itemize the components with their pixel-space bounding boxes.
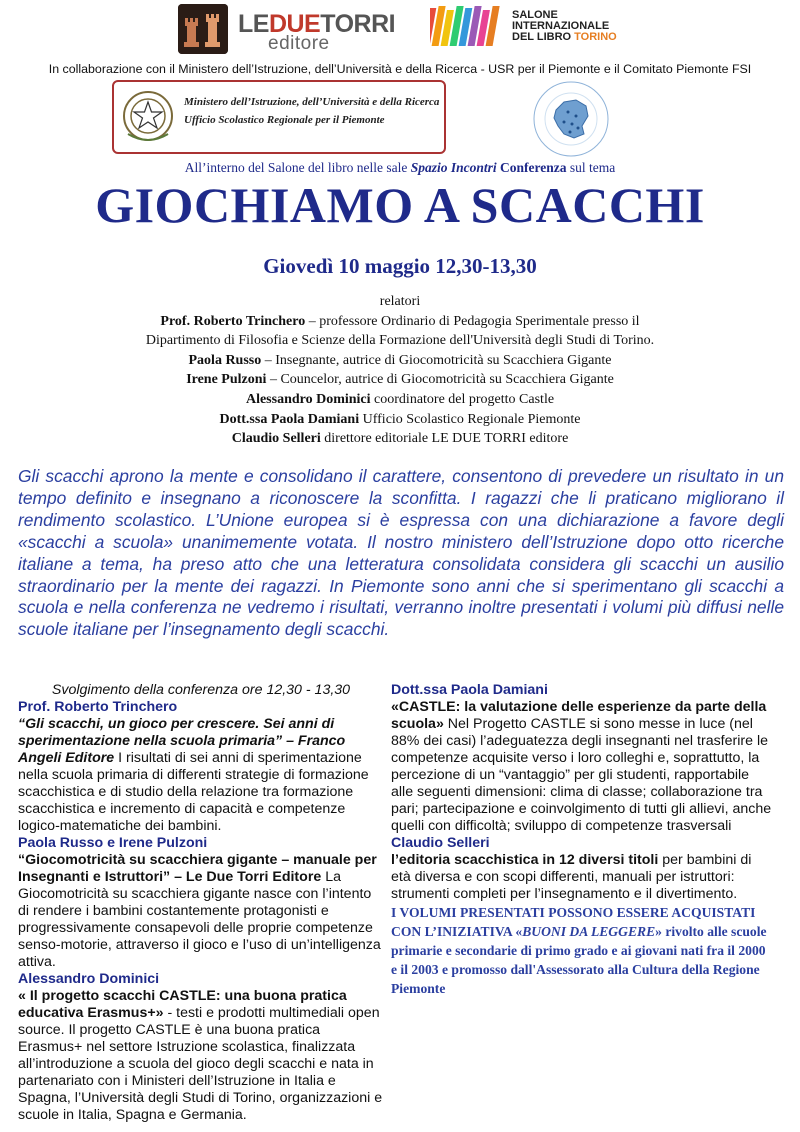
program-heading: Svolgimento della conferenza ore 12,30 - 13,30 [51,682,351,698]
ministry-logo-box [112,80,446,154]
program-item: Prof. Roberto Trinchero [18,699,178,715]
publisher-subtitle: editore [268,33,330,54]
speaker-line: Irene Pulzoni – Councelor, autrice di Giocomotricità su Scacchiera Gigante [186,372,614,388]
program-item-text: “Gli scacchi, un gioco per crescere. Sei anni di sperimentazione nella scuola primaria” – Franco Angeli Editore I risultati di sei anni di sperimentazione nella scuola primaria di differenti strategie di formazione scacchistica e di studio della relazione tra formazione scacchistica e incremento di capacità e competenze logico-matematiche dei bambini. [18,716,369,834]
program-item-text: « Il progetto scacchi CASTLE: una buona pratica educativa Erasmus+» - testi e prodotti multimediali open source. Il progetto CASTLE è una buona pratica Erasmus+ nel settore Istruzione scolastica, finalizzata all’introduzione a scuola del gioco degli scacchi e nata in partenariato con i Ministeri dell’Istruzione in Italia e Spagna, l’Università degli Studi di Torino, organizzazioni e scuole in Italia, Spagna e Germania. [18,988,383,1123]
speaker-line: Dott.ssa Paola Damiani Ufficio Scolastico Regionale Piemonte [219,411,581,427]
program-item: Paola Russo e Irene Pulzoni [18,835,208,851]
speaker-line: Claudio Selleri direttore editoriale LE DUE TORRI editore [231,431,569,447]
ministry-office: Ufficio Scolastico Regionale per il Piemonte [184,114,385,126]
program-item-text: «CASTLE: la valutazione delle esperienze da parte della scuola» Nel Progetto CASTLE si sono messe in luce (nel 88% dei casi) l’adeguatezza degli insegnanti nel trasferire le competenze acquisite verso i loro colleghi e, soprattutto, la percezione di un “vantaggio” per gli studenti, rapportabile alle seguenti dimensioni: clima di classe; collaborazione tra pari; partecipazione e coinvolgimento di tutti gli allievi, anche quelli con difficoltà; sviluppo di competenze trasversali [391,699,772,834]
speaker-line: Prof. Roberto Trinchero – professore Ordinario di Pedagogia Sperimentale presso il [160,313,640,329]
program-right-column [391,682,773,998]
page-title: GIOCHIAMO A SCACCHI [95,177,705,233]
chess-rooks-logo-icon [178,4,228,54]
speakers-list [0,292,800,449]
speakers-label: relatori [379,294,421,309]
program-item: Claudio Selleri [391,835,490,851]
speaker-line: Dipartimento di Filosofia e Scienze della Formazione dell'Università degli Studi di Torino. [145,333,655,349]
program-item-text: l’editoria scacchistica in 12 diversi titoli per bambini di età diversa e con scopi differenti, manuali per istruttori: strumenti completi per l’insegnamento e il divertimento. [391,852,752,902]
salone-text: SALONE INTERNAZIONALE DEL LIBRO TORINO [512,9,617,43]
promo-text: I VOLUMI PRESENTATI POSSONO ESSERE ACQUISTATI CON L’INIZIATIVA «BUONI DA LEGGERE» rivolto alle scuole primarie e secondarie di primo grado e ai giovani nati fra il 2000 e il 2003 e promosso dall'Assessorato alla Cultura della Regione Piemonte [391,905,767,996]
fsi-piemonte-logo-icon [532,80,610,158]
program-left-column [18,682,384,1124]
intro-line: All’interno del Salone del libro nelle sale Spazio Incontri Conferenza sul tema [184,160,616,175]
salone-logo-icon [430,4,502,48]
collaboration-line: In collaborazione con il Ministero dell’Istruzione, dell’Università e della Ricerca - USR per il Piemonte e il Comitato Piemonte FSI [48,62,752,76]
program-item-text: “Giocomotricità su scacchiera gigante – manuale per Insegnanti e Istruttori” – Le Due Torri Editore La Giocomotricità su scacchiera gigante nasce con l’intento di rendere i bambini costantemente protagonisti e progressivamente consapevoli delle proprie competenze senso-motorie, attraverso il gioco e l’uso di un’intelligenza attiva. [18,852,381,970]
event-date: Giovedì 10 maggio 12,30-13,30 [263,254,537,278]
program-item: Alessandro Dominici [18,971,160,987]
speaker-line: Paola Russo – Insegnante, autrice di Giocomotricità su Scacchiera Gigante [188,352,612,368]
logo-row [0,0,800,62]
ministry-name: Ministero dell’Istruzione, dell’Università e della Ricerca [184,96,440,108]
abstract-paragraph: Gli scacchi aprono la mente e consolidano il carattere, consentono di prevedere un risultato in un tempo definito e insegnano a riconoscere la sconfitta. I ragazzi che li praticano migliorano il rendimento scolastico. L’Unione europea si è espressa con una dichiarazione a favore degli «scacchi a scuola» unanimemente votata. Il nostro ministero dell’Istruzione dopo otto ricerche italiane a tema, ha preso atto che una letteratura consolidata considera gli scacchi un ausilio straordinario per la mente dei ragazzi. In Piemonte sono anni che si sperimentano gli scacchi a scuola e nella conferenza ne vedremo i risultati, verranno inoltre presentati i volumi più diffusi nelle scuole italiane per l’insegnamento degli scacchi. [18,466,784,640]
speaker-line: Alessandro Dominici coordinatore del progetto Castle [245,391,555,407]
italian-emblem-icon [120,88,176,148]
program-item: Dott.ssa Paola Damiani [391,682,548,698]
publisher-name: LEDUETORRI [238,10,396,38]
